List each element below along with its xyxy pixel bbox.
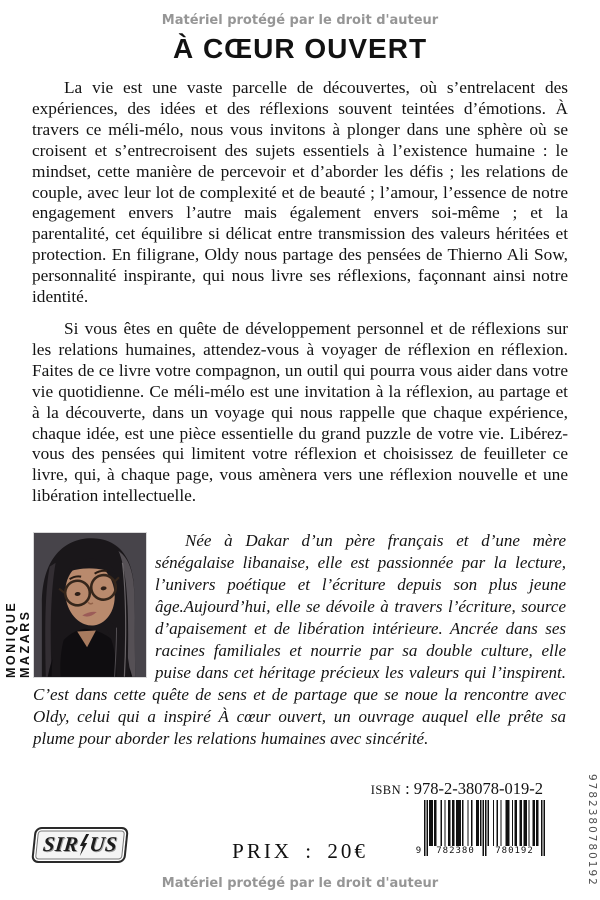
- author-bio: Née à Dakar d’un père français et d’une mère sénégalaise libanaise, elle est passionnée par la lecture, l’univers poétique et l’écriture depuis son plus jeune âge.Aujourd’hui, elle se dévoile à travers l’écriture, source d’apaisement et de libération intérieure. Ancrée dans ses racines familiales et nourrie par sa double culture, elle puise dans cet héritage précieux les valeurs qui l’inspirent. C’est dans cette quête de sens et de partage que se noue la rencontre avec Oldy, celui qui a inspiré À cœur ouvert, un ouvrage auquel elle prête sa plume pour aborder les relations humaines avec sincérité.: [33, 531, 566, 748]
- price-line: PRIX : 20€: [232, 839, 368, 863]
- publisher-logo-text-right: US: [88, 832, 119, 856]
- isbn-value: 978-2-38078-019-2: [413, 779, 543, 798]
- synopsis: [32, 78, 568, 518]
- side-barcode-number: 9782380780192: [586, 773, 598, 887]
- isbn-separator: :: [405, 779, 410, 798]
- barcode-digit-group: 782380: [436, 846, 475, 856]
- author-photo: [33, 532, 147, 678]
- copyright-notice-bottom: Matériel protégé par le droit d'auteur: [161, 876, 439, 891]
- author-section: [4, 530, 566, 750]
- copyright-notice-top: Matériel protégé par le droit d'auteur: [161, 13, 439, 28]
- synopsis-paragraph-1: La vie est une vaste parcelle de découvertes, où s’entrelacent des expériences, des idées et des réflexions souvent teintées d’émotions. À travers ce méli-mélo, nous vous invitons à plonger dans une sphère où se croisent et s’entrecroisent des sujets essentiels à l’existence humaine : le mindset, cette manière de percevoir et d’aborder les défis ; les relations de couple, avec leur lot de complexité et de beauté ; l’amour, l’essence de notre engagement envers l’autre mais également envers soi-même ; et la parentalité, cet équilibre si délicat entre transmission des valeurs héritées et protection. En filigrane, Oldy nous partage des pensées de Thierno Ali Sow, personnalité inspirante, qui nous livre ses réflexions, façonnant ainsi notre identité.: [32, 78, 568, 307]
- book-title: À CŒUR OUVERT: [172, 33, 428, 64]
- barcode-digit-group: 780192: [495, 846, 534, 856]
- author-name-vertical: MONIQUE MAZARS: [4, 600, 32, 678]
- publisher-logo-text-left: SIR: [41, 832, 80, 856]
- isbn-label: ISBN: [370, 783, 402, 797]
- author-portrait-illustration: [34, 533, 146, 677]
- synopsis-paragraph-2: Si vous êtes en quête de développement personnel et de réflexions sur les relations humaines, attendez-vous à voyager de réflexion en réflexion. Faites de ce livre votre compagnon, un outil qui pourra vous aider dans votre vie quotidienne. Ce méli-mélo est une invitation à la réflexion, au partage et à la découverte, dans un voyage qui nous rappelle que chaque expérience, chaque idée, est une pièce essentielle du grand puzzle de votre vie. Libérez-vous des pensées qui limitent votre réflexion et choisissez de feuilleter ce livre, qui, à chaque page, vous amènera vers une réflexion nouvelle et une libération intellectuelle.: [32, 318, 568, 506]
- barcode-digit-group: 9: [415, 846, 423, 856]
- isbn-line: [371, 779, 543, 799]
